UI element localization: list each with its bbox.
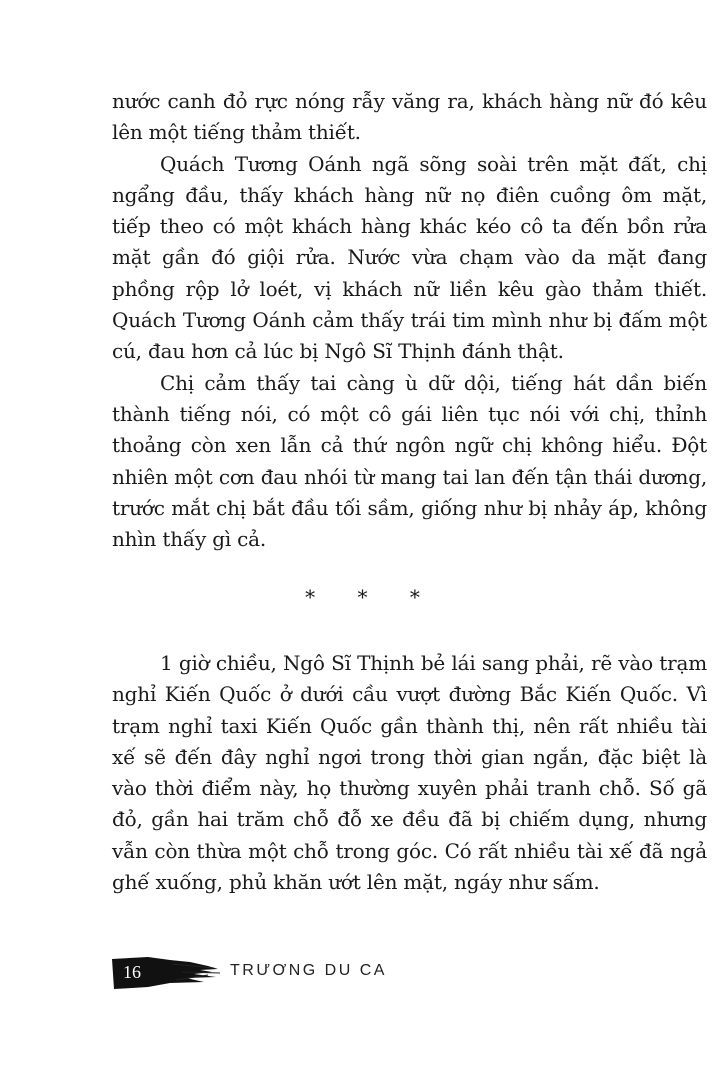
paragraph: Chị cảm thấy tai càng ù dữ dội, tiếng hát dần biến thành tiếng nói, có một cô gái liên tục nói với chị, thỉnh thoảng còn xen lẫn cả thứ ngôn ngữ chị không hiểu. Đột nhiên một cơn đau nhói từ mang tai lan đến tận thái dương, trước mắt chị bắt đầu tối sầm, giống như bị nhảy áp, không nhìn thấy gì cả.	[112, 370, 707, 552]
paragraph: nước canh đỏ rực nóng rẫy văng ra, khách hàng nữ đó kêu lên một tiếng thảm thiết.	[112, 89, 707, 145]
scene-break: * * *	[305, 585, 438, 609]
body-text-before-break	[112, 86, 707, 555]
running-head-author: TRƯƠNG DU CA	[230, 962, 387, 979]
paragraph: Quách Tương Oánh ngã sõng soài trên mặt đất, chị ngẩng đầu, thấy khách hàng nữ nọ điên cuồng ôm mặt, tiếp theo có một khách hàng khác kéo cô ta đến bồn rửa mặt gần đó giội rửa. Nước vừa chạm vào da mặt đang phồng rộp lở loét, vị khách nữ liền kêu gào thảm thiết. Quách Tương Oánh cảm thấy trái tim mình như bị đấm một cú, đau hơn cả lúc bị Ngô Sĩ Thịnh đánh thật.	[112, 151, 707, 364]
page-number: 16	[123, 962, 141, 982]
paragraph: 1 giờ chiều, Ngô Sĩ Thịnh bẻ lái sang phải, rẽ vào trạm nghỉ Kiến Quốc ở dưới cầu vượt đường Bắc Kiến Quốc. Vì trạm nghỉ taxi Kiến Quốc gần thành thị, nên rất nhiều tài xế sẽ đến đây nghỉ ngơi trong thời gian ngắn, đặc biệt là vào thời điểm này, họ thường xuyên phải tranh chỗ. Số gã đỏ, gần hai trăm chỗ đỗ xe đều đã bị chiếm dụng, nhưng vẫn còn thừa một chỗ trong góc. Có rất nhiều tài xế đã ngả ghế xuống, phủ khăn ướt lên mặt, ngáy như sấm.	[112, 651, 707, 895]
body-text-after-break	[112, 648, 707, 898]
